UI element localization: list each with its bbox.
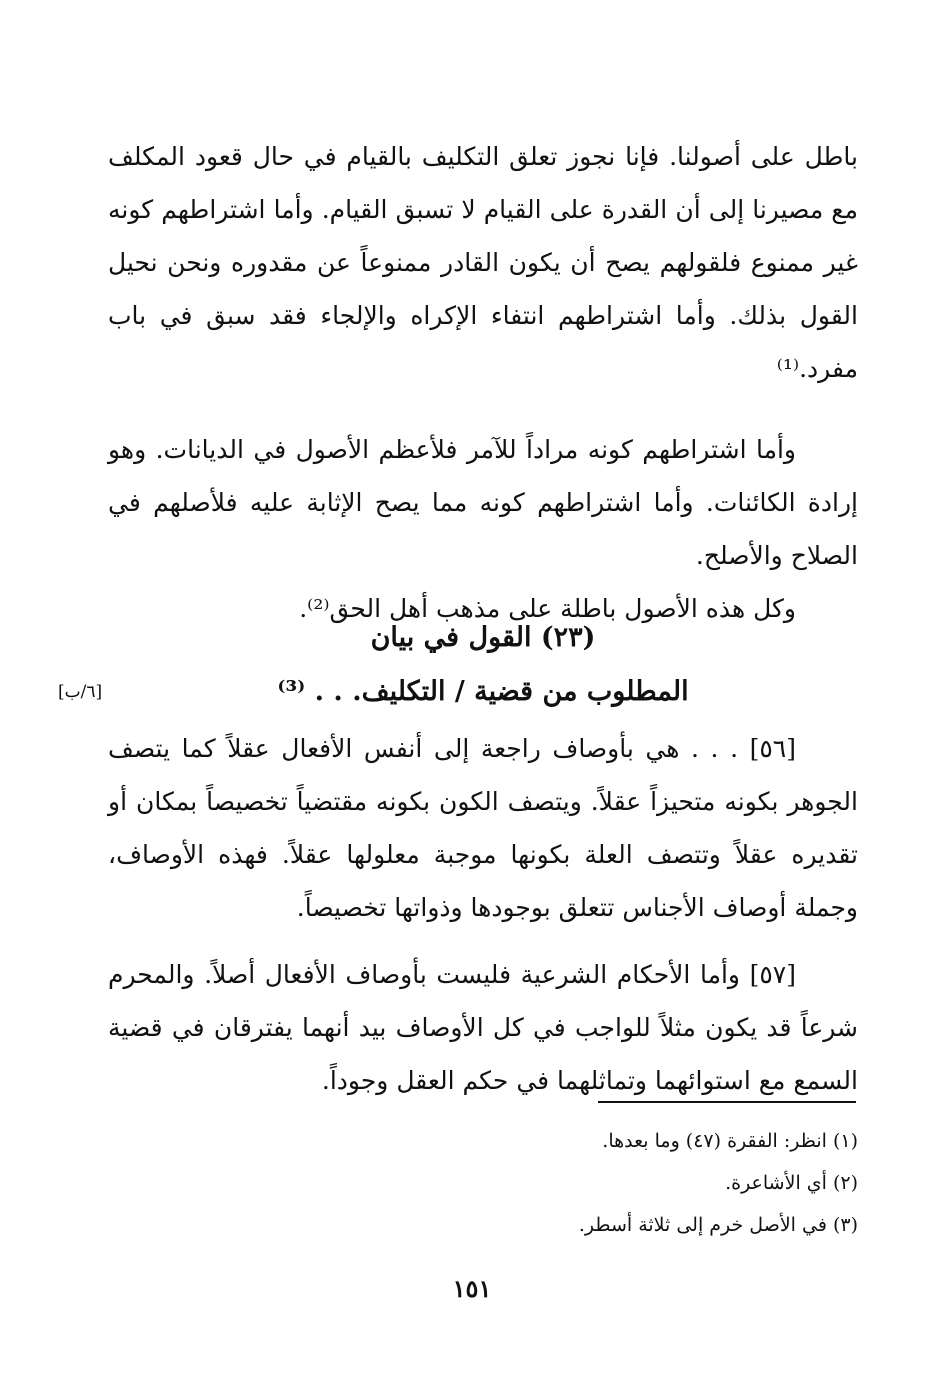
paragraph-57: [٥٧] وأما الأحكام الشرعية فليست بأوصاف الأفعال أصلاً. والمحرم شرعاً قد يكون مثلاً للواجب في كل الأوصاف بيد أنهما يفترقان في قضية السمع مع استوائهما وتماثلهما في حكم العقل وجوداً. [108, 960, 858, 1095]
paragraph-56: [٥٦] . . . هي بأوصاف راجعة إلى أنفس الأفعال عقلاً كما يتصف الجوهر بكونه متحيزاً عقلاً. ويتصف الكون بكونه مقتضياً تخصيصاً بمكان أو تقديره عقلاً وتتصف العلة بكونها موجبة معلولها عقلاً. فهذه الأوصاف، وجملة أوصاف الأجناس تتعلق بوجودها وذواتها تخصيصاً. [108, 734, 858, 922]
footnotes [300, 1120, 858, 1246]
body-text-top [108, 130, 858, 635]
footnote-1: (١) انظر: الفقرة (٤٧) وما بعدها. [602, 1130, 858, 1152]
paragraph-2: وأما اشتراطهم كونه مراداً للآمر فلأعظم الأصول في الديانات. وهو إرادة الكائنات. وأما اشتراطهم كونه مما يصح الإثابة عليه فلأصلهم في الصلاح والأصلح. [108, 435, 858, 570]
footnote-3: (٣) في الأصل خرم إلى ثلاثة أسطر. [578, 1214, 858, 1236]
folio-marginal-note: [٦/ب] [58, 682, 103, 702]
body-text-bottom [108, 722, 858, 1107]
footnote-2: (٢) أي الأشاعرة. [725, 1172, 858, 1194]
paragraph-1: باطل على أصولنا. فإنا نجوز تعلق التكليف بالقيام في حال قعود المكلف مع مصيرنا إلى أن القدرة على القيام لا تسبق القيام. وأما اشتراطهم كونه غير ممنوع فلقولهم يصح أن يكون القادر ممنوعاً عن مقدوره ونحن نحيل القول بذلك. وأما اشتراطهم انتفاء الإكراه والإلجاء فقد سبق في باب مفرد.⁽¹⁾ [108, 142, 858, 383]
paragraph-3: وكل هذه الأصول باطلة على مذهب أهل الحق⁽²⁾. [299, 594, 796, 623]
section-heading-line-2: المطلوب من قضية / التكليف. . . ⁽³⁾ [277, 676, 689, 707]
page-number: ١٥١ [452, 1274, 492, 1303]
footnote-separator [598, 1101, 856, 1103]
section-heading-line-1: (٢٣) القول في بيان [370, 622, 596, 653]
